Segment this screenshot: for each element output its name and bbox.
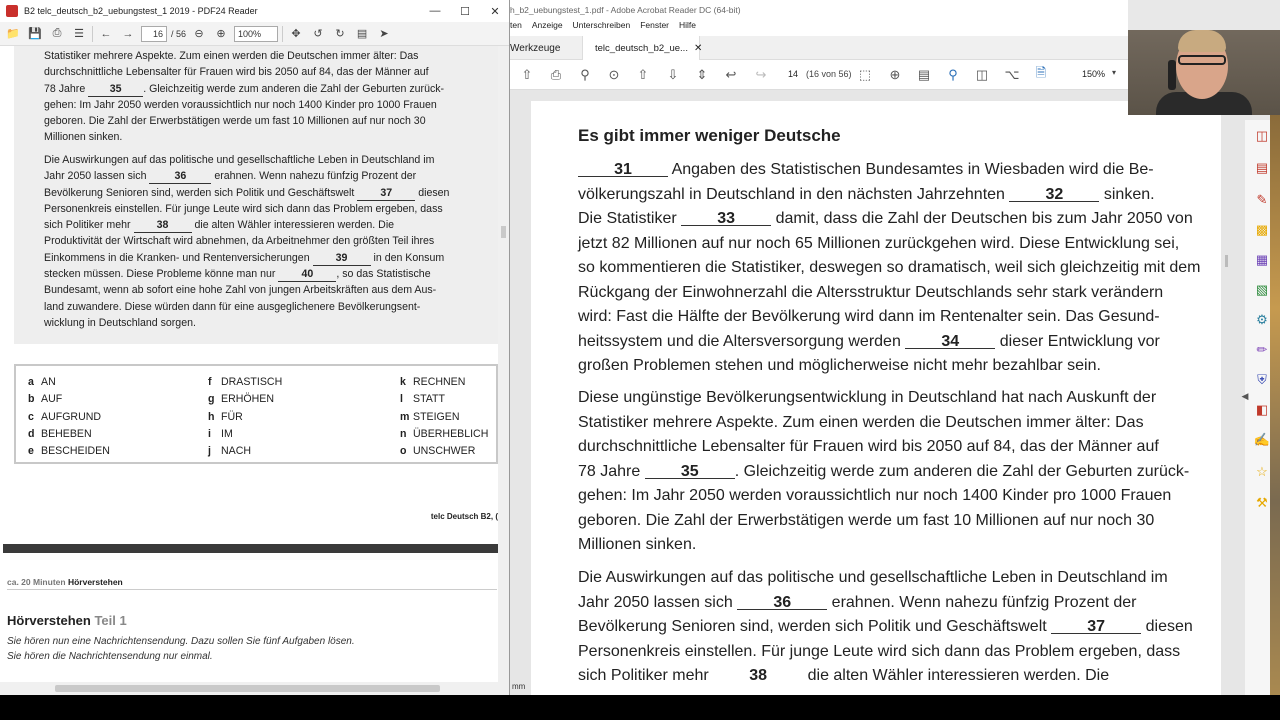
page-up-icon[interactable]: ⇧ [637, 67, 649, 82]
left-paragraph-1 [44, 48, 464, 146]
comment-icon[interactable]: ▩ [1255, 222, 1269, 237]
find-icon[interactable]: ⚲ [948, 67, 958, 82]
close-tab-icon[interactable]: ✕ [693, 42, 703, 54]
document-icon[interactable]: 🗎 [1035, 65, 1047, 80]
tools-icon[interactable]: ⚒ [1256, 495, 1268, 510]
webcam-person-glasses [1178, 55, 1226, 65]
instruction-line-2: Sie hören die Nachrichtensendung nur einmal. [7, 651, 213, 662]
create-pdf-icon[interactable]: ▤ [1255, 160, 1269, 175]
left-horizontal-scrollbar[interactable] [0, 682, 510, 695]
word-letter: e [28, 445, 34, 458]
page-footer: telc Deutsch B2, ( [430, 512, 498, 521]
text-line: Diese ungünstige Bevölkerungsentwicklung in Deutschland hat nach Auskunft der [578, 389, 1157, 406]
back-arrow-icon[interactable]: ← [100, 27, 112, 40]
text-fragment: damit, dass die Zahl der Deutschen bis zum Jahr 2050 von [775, 210, 1193, 227]
protect-icon[interactable]: ⛨ [1257, 372, 1267, 387]
menu-item-edit[interactable]: ten [510, 20, 522, 30]
select-icon[interactable]: ⬚ [858, 67, 872, 82]
text-fragment: erahnen. Wenn nahezu fünfzig Prozent der [214, 170, 417, 183]
word-bank-item [208, 391, 282, 408]
pdf24-reader-window [0, 0, 510, 695]
word-text: IM [221, 427, 233, 440]
word-letter: a [28, 376, 34, 388]
menu-item-sign[interactable]: Unterschreiben [572, 20, 631, 30]
scroll-thumb[interactable] [55, 685, 440, 692]
text-fragment: Jahr 2050 lassen sich [44, 170, 147, 183]
text-fragment: die alten Wähler interessieren werden. Die [807, 667, 1110, 684]
article-paragraph-3 [578, 566, 1208, 689]
zoom-out-icon[interactable]: ⊖ [194, 28, 204, 40]
word-letter: b [28, 393, 35, 406]
text-fragment: völkerungszahl in Deutschland in den nächsten Jahrzehnten [578, 185, 1005, 203]
text-line [578, 207, 1208, 232]
text-line: geboren. Die Zahl der Erwerbstätigen werde um fast 10 Millionen auf nur noch 30 [44, 115, 426, 128]
toolbar-separator [92, 26, 93, 42]
text-fragment: Einkommens in die Kranken- und Rentenversicherungen [44, 251, 310, 264]
text-fragment: die alten Wähler interessieren werden. Die [194, 219, 395, 232]
text-line: Millionen sinken. [44, 131, 123, 144]
tab-document[interactable] [582, 36, 703, 60]
text-fragment: 78 Jahre [44, 82, 86, 95]
section-time: ca. 20 Minuten [7, 577, 66, 587]
text-fragment: dieser Entwicklung vor [999, 332, 1160, 350]
organize-icon[interactable]: ▧ [1255, 282, 1269, 297]
text-line: durchschnittliche Lebensalter für Frauen wird bis 2050 auf 84, das der Männer auf [578, 438, 1159, 455]
gap-35: 35 [88, 83, 143, 97]
tab-document-label: telc_deutsch_b2_ue... [595, 42, 688, 54]
page-down-icon[interactable]: ⇩ [667, 67, 679, 82]
upload-icon[interactable]: ⇧ [521, 67, 533, 82]
text-line: Produktivität der Wirtschaft wird abnehmen, da Arbeitnehmer den größten Teil ihres [44, 235, 435, 248]
page-number-input[interactable]: 16 [141, 26, 167, 42]
print-icon[interactable]: ⎙ [550, 67, 562, 82]
page-separator-band [3, 544, 498, 553]
word-text: FÜR [221, 410, 243, 423]
text-fragment: in den Konsum [373, 251, 445, 264]
word-bank-item [208, 443, 282, 460]
certificate-icon[interactable]: ☆ [1256, 464, 1268, 479]
export-pdf-icon[interactable]: ◫ [1255, 128, 1269, 143]
text-line: Millionen sinken. [578, 536, 697, 553]
pdf24-app-icon [6, 5, 18, 17]
word-letter: n [400, 427, 407, 440]
word-bank-item [400, 426, 488, 443]
text-fragment: sich Politiker mehr [44, 219, 131, 232]
left-pdf-page [3, 46, 498, 682]
exercise-text-box [14, 46, 498, 344]
text-line: Die Auswirkungen auf das politische und gesellschaftliche Leben in Deutschland im [44, 154, 435, 166]
toolbar-separator [282, 26, 283, 42]
text-line [44, 185, 464, 201]
text-line: Statistiker mehrere Aspekte. Zum einen werden die Deutschen immer älter: Das [44, 50, 419, 62]
word-text: STATT [413, 393, 445, 406]
print-icon[interactable]: ⎙ [52, 27, 62, 39]
gap-38: 38 [749, 667, 768, 684]
text-fragment: , so das Statistische [336, 268, 431, 281]
word-bank-item [400, 409, 488, 426]
text-fragment: Bevölkerung Senioren sind, werden sich Politik und Geschäftswelt [44, 186, 355, 199]
word-bank-column-3 [400, 374, 488, 460]
text-line [44, 217, 464, 233]
word-text: UNSCHWER [413, 445, 476, 458]
page-view-icon[interactable]: ▤ [917, 67, 931, 82]
text-fragment: sinken. [1103, 185, 1155, 203]
text-fragment: Jahr 2050 lassen sich [578, 593, 733, 611]
gap-34: 34 [905, 335, 995, 349]
zoom-in-icon[interactable]: ⊕ [216, 28, 226, 40]
word-text: RECHNEN [413, 376, 466, 388]
text-line: durchschnittliche Lebensalter für Frauen wird bis 2050 auf 84, das der Männer auf [44, 66, 429, 79]
word-bank-item [400, 374, 488, 391]
word-letter: j [208, 445, 211, 458]
word-bank-item [28, 391, 110, 408]
scroll-thumb[interactable] [501, 226, 506, 238]
text-line: land zuwandere. Diese würden dann für eine ausgeglichenere Bevölkerungsent- [44, 300, 421, 313]
text-fragment: diesen [418, 186, 450, 199]
gap-39: 39 [313, 252, 371, 266]
page-number-field[interactable]: 14 [788, 69, 799, 79]
gap-36: 36 [149, 170, 211, 184]
collapse-pane-icon[interactable]: ◀ [1241, 390, 1249, 401]
word-bank-item [208, 426, 282, 443]
word-bank-item [208, 409, 282, 426]
text-fragment: heitssystem und die Altersversorgung werden [578, 332, 901, 350]
scroll-icon[interactable]: ⇕ [696, 67, 708, 82]
compress-icon[interactable]: ⚙ [1256, 312, 1268, 327]
word-letter: i [208, 427, 211, 440]
text-line [578, 664, 1208, 689]
word-letter: o [400, 445, 407, 458]
menu-item-window[interactable]: Fenster [640, 20, 670, 30]
gap-32: 32 [1009, 188, 1099, 202]
word-letter: d [28, 427, 35, 440]
rotate-right-icon[interactable]: ↻ [335, 28, 345, 40]
text-fragment: diesen [1145, 618, 1193, 635]
word-letter: c [28, 410, 34, 423]
text-line [578, 615, 1208, 640]
combine-icon[interactable]: ▦ [1255, 252, 1269, 267]
chevron-down-icon[interactable]: ▾ [1112, 68, 1117, 77]
text-line: Personenkreis einstellen. Für junge Leute wird sich dann das Problem ergeben, dass [578, 642, 1181, 660]
text-fragment: Angaben des Statistischen Bundesamtes in Wiesbaden wird die Be- [671, 161, 1154, 178]
word-bank-item [28, 426, 110, 443]
text-line: wicklung in Deutschland sorgen. [44, 316, 196, 329]
listening-title-text: Hörverstehen [7, 613, 91, 628]
text-fragment: . Gleichzeitig werde zum anderen die Zahl der Geburten zurück- [734, 462, 1190, 480]
headset-mic [1168, 60, 1176, 90]
text-fragment: sich Politiker mehr [578, 667, 709, 684]
text-fragment: erahnen. Wenn nahezu fünfzig Prozent der [831, 593, 1137, 611]
word-letter: g [208, 393, 215, 406]
section-name: Hörverstehen [67, 577, 123, 587]
status-unit: mm [512, 682, 526, 691]
acrobat-pdf-page [531, 101, 1221, 695]
save-icon[interactable]: 💾 [28, 28, 42, 40]
text-line [44, 250, 464, 266]
word-bank-column-1 [28, 374, 110, 460]
menu-item-view[interactable]: Anzeige [531, 20, 563, 30]
word-bank-column-2 [208, 374, 282, 460]
gap-36: 36 [737, 596, 827, 610]
taskbar [0, 695, 1280, 720]
webcam-background [1128, 0, 1280, 30]
next-view-icon[interactable]: ↪ [755, 67, 767, 82]
text-line [44, 81, 464, 97]
redact-icon[interactable]: ◧ [1255, 402, 1269, 417]
word-text: DRASTISCH [221, 376, 283, 388]
word-bank-item [28, 374, 110, 391]
word-text: ÜBERHEBLICH [413, 427, 489, 440]
text-line: gehen: Im Jahr 2050 werden voraussichtlich nur noch 1400 Kinder pro 1000 Frauen [44, 98, 437, 111]
gap-37: 37 [357, 187, 415, 201]
gap-33: 33 [681, 212, 771, 226]
left-title-bar [0, 0, 510, 22]
text-line: Die Auswirkungen auf das politische und gesellschaftliche Leben in Deutschland im [578, 569, 1168, 586]
export-icon[interactable]: ◫ [975, 67, 989, 82]
article-paragraph-2 [578, 386, 1208, 558]
word-bank-item [28, 443, 110, 460]
page-of-label: (16 von 56) [806, 69, 852, 79]
gap-37: 37 [1051, 620, 1141, 634]
zoom-icon[interactable]: ⊕ [889, 67, 901, 82]
left-vertical-scrollbar[interactable] [498, 46, 509, 682]
zoom-level[interactable]: 150% [1082, 69, 1106, 79]
edit-pdf-icon[interactable]: ✎ [1256, 192, 1268, 207]
word-letter: m [400, 410, 410, 423]
section-label [7, 577, 123, 587]
sign-icon[interactable]: ✍ [1253, 432, 1271, 447]
text-line [578, 591, 1208, 616]
text-line [578, 158, 1208, 183]
fill-sign-icon[interactable]: ✏ [1256, 342, 1268, 357]
text-line [578, 460, 1208, 485]
text-line: Rückgang der Einwohnerzahl die Altersstruktur Deutschlands sehr stark verändern [578, 283, 1164, 301]
pointer-icon[interactable]: ➤ [379, 28, 389, 40]
word-text: STEIGEN [413, 410, 460, 423]
word-text: BESCHEIDEN [41, 445, 110, 458]
close-button[interactable]: ✕ [490, 5, 500, 18]
text-line [578, 183, 1208, 208]
left-window-title: B2 telc_deutsch_b2_uebungstest_1 2019 - PDF24 Reader [24, 6, 258, 16]
text-line: großen Problemen stehen und möglicherweise nicht mehr bezahlbar sein. [578, 357, 1101, 374]
tab-tools[interactable]: Werkzeuge [510, 42, 561, 54]
gap-31: 31 [578, 163, 668, 177]
text-line: jetzt 82 Millionen auf nur noch 65 Millionen zurückgehen wird. Diese Entwicklung sei, [578, 234, 1180, 252]
text-fragment: Bevölkerung Senioren sind, werden sich Politik und Geschäftswelt [578, 618, 1047, 635]
word-letter: k [400, 376, 406, 388]
word-text: NACH [221, 445, 252, 458]
gap-40: 40 [278, 268, 336, 282]
text-line: Personenkreis einstellen. Für junge Leute wird sich dann das Problem ergeben, dass [44, 202, 443, 215]
text-line [44, 168, 464, 184]
gap-38: 38 [134, 219, 192, 233]
forward-arrow-icon[interactable]: → [122, 27, 134, 40]
open-folder-icon[interactable]: 📁 [6, 28, 20, 40]
acrobat-scroll-thumb[interactable] [1225, 255, 1228, 267]
word-text: AUF [41, 393, 63, 406]
text-line: so kommentieren die Statistiker, deswegen so dramatisch, weil sich gleichzeitig mit dem [578, 259, 1201, 276]
article-paragraph-1 [578, 158, 1208, 379]
move-icon[interactable]: ✥ [291, 28, 301, 40]
word-text: BEHEBEN [41, 427, 92, 440]
text-line: Statistiker mehrere Aspekte. Zum einen werden die Deutschen immer älter: Das [578, 413, 1144, 431]
word-text: AUFGRUND [41, 410, 102, 423]
page-layout-icon[interactable]: ▤ [356, 28, 368, 40]
webcam-person-hair [1178, 30, 1226, 52]
acrobat-title-bar: h_b2_uebungstest_1.pdf - Adobe Acrobat Reader DC (64-bit) [510, 0, 1280, 20]
text-line: gehen: Im Jahr 2050 werden voraussichtlich nur noch 1400 Kinder pro 1000 Frauen [578, 487, 1172, 504]
word-letter: h [208, 410, 215, 423]
listening-part: Teil 1 [94, 613, 127, 628]
menu-item-help[interactable]: Hilfe [679, 20, 697, 30]
word-text: AN [41, 376, 56, 388]
word-bank-item [208, 374, 282, 391]
text-line [578, 330, 1208, 355]
maximize-button[interactable]: ☐ [460, 5, 470, 18]
word-bank-box [14, 364, 498, 464]
zoom-select[interactable]: 100% [234, 26, 278, 42]
word-letter: f [208, 376, 212, 388]
crop-icon[interactable]: ⌥ [1004, 67, 1020, 82]
word-bank-item [400, 391, 488, 408]
section-divider [7, 589, 497, 590]
list-icon[interactable]: ☰ [74, 28, 84, 40]
left-toolbar [0, 22, 510, 46]
text-line: geboren. Die Zahl der Erwerbstätigen werde um fast 10 Millionen auf nur noch 30 [578, 511, 1155, 529]
word-bank-item [400, 443, 488, 460]
webcam-overlay [1128, 0, 1280, 115]
prev-view-icon[interactable]: ↩ [725, 67, 737, 82]
text-fragment: . Gleichzeitig werde zum anderen die Zahl der Geburten zurück- [143, 82, 445, 95]
text-fragment: 78 Jahre [578, 462, 641, 480]
text-fragment: stecken müssen. Diese Probleme könne man nur [44, 268, 276, 281]
listening-title [7, 613, 127, 628]
article-heading: Es gibt immer weniger Deutsche [578, 126, 841, 145]
text-fragment: Die Statistiker [578, 210, 677, 227]
minimize-button[interactable]: — [429, 5, 441, 17]
text-line [44, 266, 464, 282]
word-text: ERHÖHEN [221, 393, 274, 406]
search-icon[interactable]: ⚲ [580, 67, 590, 82]
gap-35: 35 [645, 465, 735, 479]
word-letter: l [400, 393, 403, 406]
text-line: wird: Fast die Hälfte der Bevölkerung wird dann im Rentenalter sein. Das Gesund- [578, 308, 1160, 325]
desktop-background [1270, 115, 1280, 695]
fit-page-icon[interactable]: ⊙ [608, 67, 620, 82]
rotate-left-icon[interactable]: ↺ [313, 28, 323, 40]
left-paragraph-2 [44, 152, 464, 331]
text-line: Bundesamt, wenn ab sofort eine hohe Zahl von jungen Arbeitskräften aus dem Aus- [44, 284, 437, 297]
word-bank-item [28, 409, 110, 426]
instruction-line-1: Sie hören nun eine Nachrichtensendung. Dazu sollen Sie fünf Aufgaben lösen. [7, 636, 355, 647]
page-total-label: / 56 [171, 28, 187, 39]
